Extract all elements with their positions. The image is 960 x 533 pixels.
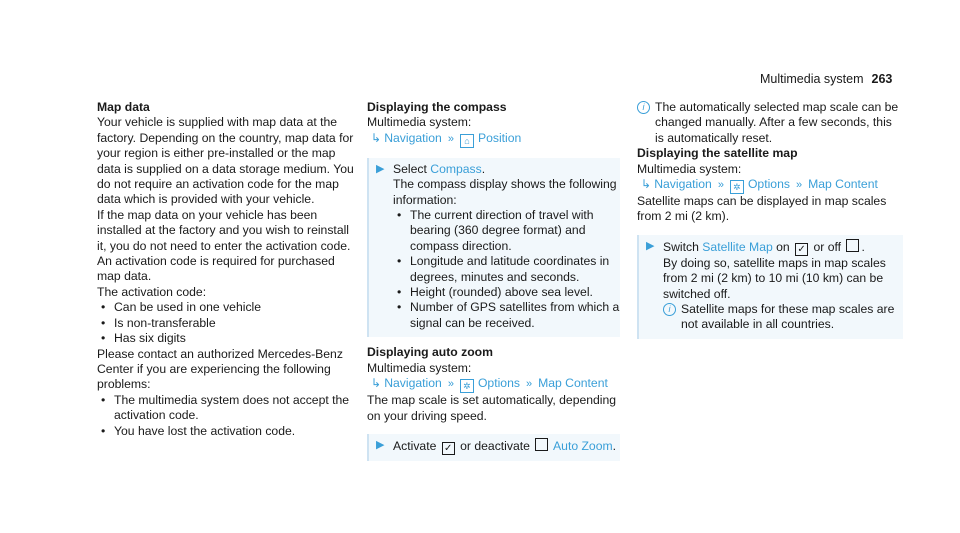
step-text: Activate (393, 438, 437, 453)
note-text: Satellite maps for these map scales are not available in all countries. (681, 302, 895, 332)
bullet-list (97, 393, 359, 439)
list-item: • The multimedia system does not accept the activation code. (97, 393, 359, 424)
info-note (637, 100, 903, 146)
link-compass[interactable]: Compass (430, 161, 482, 176)
menu-path (637, 177, 903, 194)
heading-compass: Displaying the compass (367, 100, 507, 114)
step-text: Select (393, 161, 427, 176)
paragraph: Satellite maps can be displayed in map scales from 2 mi (2 km). (637, 194, 887, 224)
note-text: The automatically selected map scale can be changed manually. After a few seconds, this is automatically reset. (655, 100, 899, 145)
list-item: • Can be used in one vehicle (97, 300, 359, 315)
column-map-data (97, 100, 359, 439)
path-arrow-icon: ↳ (641, 177, 652, 192)
instruction-step: ▶ Select Compass. The compass display shows the following information: • The current direction of travel with bearing (360 degree format) and compass direction. • Longitude and latitude coordinates in degrees, minutes and seconds. • Height (rounded) above sea level. • Number of GPS satellites from which a signal can be received. (367, 158, 620, 337)
step-text: or off (813, 239, 842, 254)
list-item: • The current direction of travel with bearing (360 degree format) and compass direction. (393, 208, 620, 254)
paragraph: An activation code is required for purchased map data. (97, 254, 335, 284)
list-item: • You have lost the activation code. (97, 424, 359, 439)
list-item: • Number of GPS satellites from which a signal can be received. (393, 300, 620, 331)
menu-path (367, 376, 620, 393)
link-options[interactable]: Options (747, 177, 790, 192)
menu-path (367, 131, 620, 148)
path-arrow-icon: ↳ (371, 376, 382, 391)
step-arrow-icon: ▶ (376, 438, 385, 451)
section-title: Multimedia system (760, 72, 864, 86)
link-map-content[interactable]: Map Content (538, 376, 608, 391)
list-item: • Is non-transferable (97, 316, 359, 331)
options-gear-icon: ✲ (460, 379, 474, 393)
step-arrow-icon: ▶ (646, 239, 655, 252)
chevron-icon: » (717, 179, 724, 192)
step-description: By doing so, satellite maps in map scales from 2 mi (2 km) to 10 mi (10 km) can be switched off. (663, 255, 886, 301)
paragraph: Please contact an authorized Mercedes-Benz Center if you are experiencing the following problems: (97, 346, 343, 392)
paragraph: If the map data on your vehicle has been installed at the factory and you wish to reinstall it, you do not need to enter the activation code. (97, 207, 351, 253)
multimedia-system-label: Multimedia system: (367, 115, 472, 130)
info-icon: i (663, 303, 676, 316)
chevron-icon: » (795, 179, 803, 192)
path-arrow-icon: ↳ (371, 130, 382, 145)
link-map-content[interactable]: Map Content (808, 177, 878, 192)
unchecked-box-icon (846, 239, 859, 252)
instruction-step: ▶ Activate ✓ or deactivate Auto Zoom. (367, 434, 620, 461)
options-gear-icon: ✲ (730, 180, 744, 194)
heading-map-data: Map data (97, 100, 150, 114)
paragraph: Your vehicle is supplied with map data at the factory. Depending on the country, map data for your region is either pre-installed or the map data is supplied on a data storage medium. You do not require an activation code for the map data which is provided with your vehicle. (97, 115, 354, 207)
info-icon: i (637, 101, 650, 114)
list-item: • Height (rounded) above sea level. (393, 285, 620, 300)
link-position[interactable]: Position (477, 130, 522, 145)
step-text: on (776, 239, 790, 254)
checked-box-icon: ✓ (795, 243, 808, 256)
multimedia-system-label: Multimedia system: (637, 161, 742, 176)
link-navigation[interactable]: Navigation (654, 177, 712, 192)
list-item: • Has six digits (97, 331, 359, 346)
unchecked-box-icon (535, 438, 548, 451)
bullet-list (97, 300, 359, 346)
heading-auto-zoom: Displaying auto zoom (367, 345, 493, 360)
chevron-icon: » (525, 378, 533, 391)
chevron-icon: » (447, 378, 454, 391)
multimedia-system-label: Multimedia system: (367, 360, 472, 375)
column-compass (367, 100, 620, 469)
step-arrow-icon: ▶ (376, 162, 385, 175)
bullet-list (393, 208, 620, 331)
paragraph: The activation code: (97, 284, 207, 299)
page-header (760, 72, 892, 86)
step-text: or deactivate (460, 438, 530, 453)
column-satellite (637, 100, 903, 347)
info-note (663, 302, 903, 333)
link-options[interactable]: Options (477, 376, 520, 391)
paragraph: The map scale is set automatically, depending on your driving speed. (367, 393, 617, 423)
link-auto-zoom[interactable]: Auto Zoom (553, 438, 613, 453)
instruction-step: ▶ Switch Satellite Map on ✓ or off . By doing so, satellite maps in map scales from 2 mi (2 km) to 10 mi (10 km) can be switched off. i Satellite maps for these map scales are not available in all countries. (637, 235, 903, 339)
step-text: Switch (663, 239, 699, 254)
page-number: 263 (871, 72, 893, 86)
link-satellite-map[interactable]: Satellite Map (702, 239, 773, 254)
checked-box-icon: ✓ (442, 442, 455, 455)
link-navigation[interactable]: Navigation (384, 130, 442, 145)
position-icon: ⌂ (460, 134, 474, 148)
heading-satellite-map: Displaying the satellite map (637, 146, 798, 161)
step-description: The compass display shows the following information: (393, 177, 617, 207)
link-navigation[interactable]: Navigation (384, 376, 442, 391)
chevron-icon: » (447, 132, 454, 145)
list-item: • Longitude and latitude coordinates in degrees, minutes and seconds. (393, 254, 620, 285)
